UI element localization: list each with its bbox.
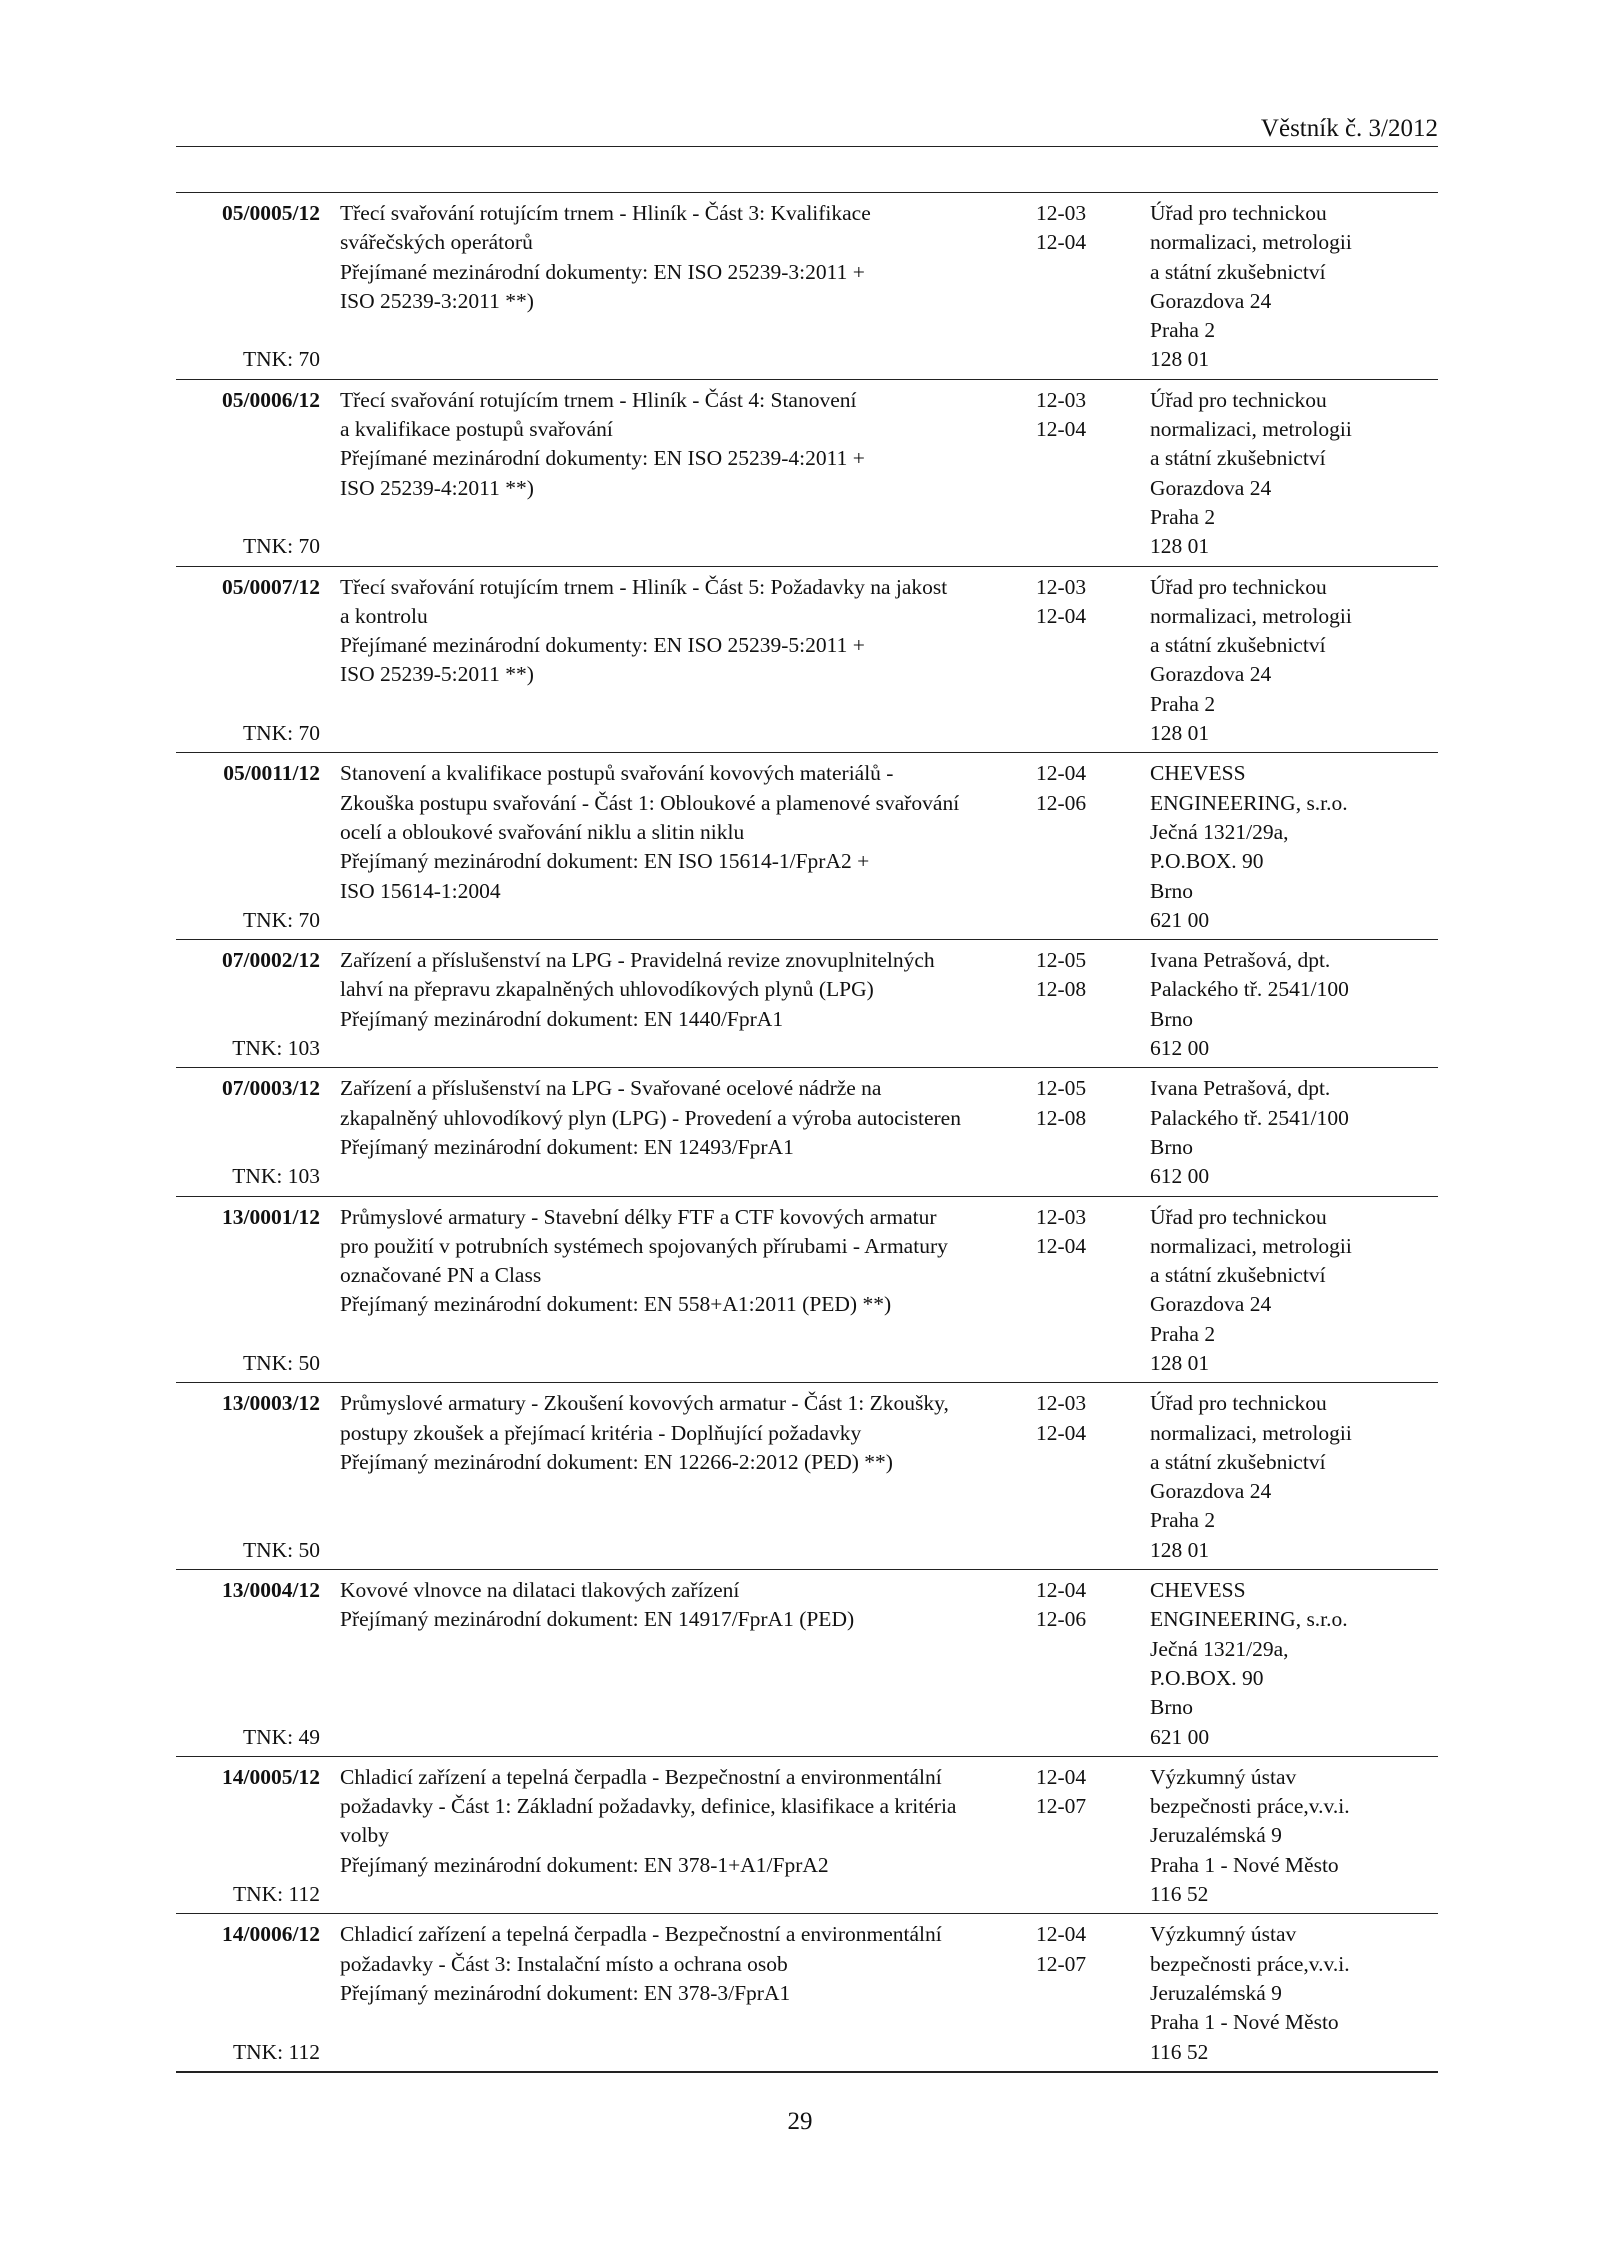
entry-title-line: postupy zkoušek a přejímací kritéria - Doplňující požadavky bbox=[340, 1420, 862, 1445]
entry-date-line: 12-07 bbox=[1036, 1951, 1087, 1976]
entry-tnk: TNK: 70 bbox=[242, 907, 320, 932]
entry-address-column bbox=[1142, 1389, 1438, 1565]
entry-address-line: 621 00 bbox=[1150, 907, 1210, 932]
entry-address-line: Jeruzalémská 9 bbox=[1150, 1823, 1282, 1848]
entry-address-line: normalizaci, metrologii bbox=[1150, 230, 1352, 255]
entry-code: 05/0011/12 bbox=[223, 761, 320, 786]
entry-date-column bbox=[1034, 946, 1142, 1063]
entry-title-line: požadavky - Část 1: Základní požadavky, definice, klasifikace a kritéria bbox=[340, 1794, 957, 1819]
entry-address-line: a státní zkušebnictví bbox=[1150, 259, 1326, 284]
standard-entry bbox=[176, 567, 1438, 754]
entry-address-column bbox=[1142, 1576, 1438, 1752]
entry-address-line: Praha 2 bbox=[1150, 504, 1216, 529]
entry-title-line: Přejímaný mezinárodní dokument: EN 14917/FprA1 (PED) bbox=[340, 1607, 855, 1632]
entry-title-line: Třecí svařování rotujícím trnem - Hliník - Část 5: Požadavky na jakost bbox=[340, 574, 948, 599]
entry-title-line: Přejímaný mezinárodní dokument: EN 558+A1:2011 (PED) **) bbox=[340, 1292, 892, 1317]
entry-date-column bbox=[1034, 1920, 1142, 2066]
entry-title-line: Kovové vlnovce na dilataci tlakových zařízení bbox=[340, 1578, 740, 1603]
entry-code-column bbox=[176, 1763, 322, 1909]
entry-title-line: svářečských operátorů bbox=[340, 230, 533, 255]
entry-address-line: Výzkumný ústav bbox=[1150, 1922, 1297, 1947]
entry-address-line: Palackého tř. 2541/100 bbox=[1150, 1105, 1349, 1130]
entry-date-line: 12-03 bbox=[1036, 1391, 1087, 1416]
entry-title-column bbox=[322, 1920, 1034, 2066]
entry-address-line: 128 01 bbox=[1150, 534, 1210, 559]
entry-date-column bbox=[1034, 1576, 1142, 1752]
entry-date-line: 12-04 bbox=[1036, 1420, 1087, 1445]
entry-date-line: 12-04 bbox=[1036, 417, 1087, 442]
page-header bbox=[176, 112, 1438, 147]
entry-address-column bbox=[1142, 946, 1438, 1063]
entry-title-line: Přejímaný mezinárodní dokument: EN ISO 15614-1/FprA2 + bbox=[340, 849, 870, 874]
entry-title-line: ISO 15614-1:2004 bbox=[340, 878, 501, 903]
entry-date-line: 12-03 bbox=[1036, 574, 1087, 599]
entry-date-line: 12-04 bbox=[1036, 1764, 1087, 1789]
entry-code-column bbox=[176, 1203, 322, 1379]
entry-address-column bbox=[1142, 1203, 1438, 1379]
entry-address-line: 116 52 bbox=[1150, 1882, 1209, 1907]
entry-address-line: bezpečnosti práce,v.v.i. bbox=[1150, 1794, 1350, 1819]
entry-title-column bbox=[322, 573, 1034, 749]
entry-address-line: Ječná 1321/29a, bbox=[1150, 1636, 1289, 1661]
entry-title-line: Chladicí zařízení a tepelná čerpadla - Bezpečnostní a environmentální bbox=[340, 1764, 942, 1789]
entry-title-line: Zkouška postupu svařování - Část 1: Obloukové a plamenové svařování bbox=[340, 790, 960, 815]
entry-title-column bbox=[322, 1389, 1034, 1565]
entry-title-line: a kontrolu bbox=[340, 603, 428, 628]
entry-date-column bbox=[1034, 759, 1142, 935]
entry-title-line: volby bbox=[340, 1823, 389, 1848]
entry-title-line: Přejímaný mezinárodní dokument: EN 378-1+A1/FprA2 bbox=[340, 1852, 829, 1877]
standard-entry bbox=[176, 1383, 1438, 1570]
entry-address-line: Brno bbox=[1150, 1134, 1193, 1159]
entry-tnk: TNK: 112 bbox=[233, 1882, 320, 1907]
entry-title-line: Přejímaný mezinárodní dokument: EN 12266-2:2012 (PED) **) bbox=[340, 1449, 893, 1474]
entry-address-line: Praha 2 bbox=[1150, 318, 1216, 343]
entry-title-line: Třecí svařování rotujícím trnem - Hliník - Část 3: Kvalifikace bbox=[340, 201, 871, 225]
entry-tnk: TNK: 70 bbox=[242, 721, 320, 746]
entry-address-line: normalizaci, metrologii bbox=[1150, 1233, 1352, 1258]
entry-title-line: a kvalifikace postupů svařování bbox=[340, 417, 613, 442]
entry-title-line: ISO 25239-5:2011 **) bbox=[340, 662, 534, 687]
entry-date-line: 12-03 bbox=[1036, 201, 1087, 225]
entry-date-line: 12-05 bbox=[1036, 948, 1087, 973]
entry-address-line: 128 01 bbox=[1150, 347, 1210, 372]
entry-address-line: Praha 2 bbox=[1150, 1321, 1216, 1346]
entry-code: 05/0006/12 bbox=[222, 387, 320, 412]
entry-title-line: Zařízení a příslušenství na LPG - Svařované ocelové nádrže na bbox=[340, 1076, 882, 1101]
entry-tnk: TNK: 49 bbox=[242, 1724, 320, 1749]
entry-code-column bbox=[176, 1074, 322, 1191]
entry-address-line: Úřad pro technickou bbox=[1150, 1391, 1327, 1416]
entry-title-column bbox=[322, 386, 1034, 562]
entry-date-line: 12-03 bbox=[1036, 1204, 1087, 1229]
entry-title-column bbox=[322, 946, 1034, 1063]
entry-code-column bbox=[176, 1389, 322, 1565]
entry-code: 13/0001/12 bbox=[222, 1204, 320, 1229]
entry-address-line: ENGINEERING, s.r.o. bbox=[1150, 1607, 1348, 1632]
entry-address-line: Gorazdova 24 bbox=[1150, 475, 1272, 500]
entry-address-line: Brno bbox=[1150, 878, 1193, 903]
entry-address-line: CHEVESS bbox=[1150, 1578, 1246, 1603]
entry-tnk: TNK: 50 bbox=[242, 1350, 320, 1375]
entry-title-line: Přejímaný mezinárodní dokument: EN 12493/FprA1 bbox=[340, 1134, 794, 1159]
entry-address-line: Brno bbox=[1150, 1006, 1193, 1031]
entry-address-line: Ivana Petrašová, dpt. bbox=[1150, 948, 1331, 973]
entry-address-line: Výzkumný ústav bbox=[1150, 1764, 1297, 1789]
entry-title-line: Přejímaný mezinárodní dokument: EN 1440/FprA1 bbox=[340, 1006, 784, 1031]
entry-code-column bbox=[176, 199, 322, 375]
entry-code: 05/0007/12 bbox=[222, 574, 320, 599]
entry-code: 14/0006/12 bbox=[222, 1922, 320, 1947]
entry-address-line: 128 01 bbox=[1150, 1537, 1210, 1562]
entry-address-line: Gorazdova 24 bbox=[1150, 288, 1272, 313]
entry-date-line: 12-04 bbox=[1036, 761, 1087, 786]
entry-title-line: označované PN a Class bbox=[340, 1263, 542, 1288]
entry-code: 05/0005/12 bbox=[222, 201, 320, 225]
entry-tnk: TNK: 103 bbox=[232, 1164, 320, 1189]
entry-address-line: a státní zkušebnictví bbox=[1150, 446, 1326, 471]
entry-address-column bbox=[1142, 386, 1438, 562]
standard-entry bbox=[176, 940, 1438, 1068]
entry-title-line: Průmyslové armatury - Stavební délky FTF a CTF kovových armatur bbox=[340, 1204, 937, 1229]
entry-title-line: Zařízení a příslušenství na LPG - Pravidelná revize znovuplnitelných bbox=[340, 948, 935, 973]
entry-address-line: Gorazdova 24 bbox=[1150, 1479, 1272, 1504]
entry-address-column bbox=[1142, 1920, 1438, 2066]
standards-list bbox=[176, 192, 1438, 2073]
entry-address-line: Praha 2 bbox=[1150, 691, 1216, 716]
entry-address-line: 116 52 bbox=[1150, 2039, 1209, 2064]
entry-code: 14/0005/12 bbox=[222, 1764, 320, 1789]
entry-address-line: P.O.BOX. 90 bbox=[1150, 849, 1264, 874]
entry-date-column bbox=[1034, 1389, 1142, 1565]
entry-address-line: ENGINEERING, s.r.o. bbox=[1150, 790, 1348, 815]
entry-address-line: CHEVESS bbox=[1150, 761, 1246, 786]
entry-address-line: a státní zkušebnictví bbox=[1150, 633, 1326, 658]
entry-address-line: Praha 1 - Nové Město bbox=[1150, 1852, 1339, 1877]
entry-title-line: ISO 25239-3:2011 **) bbox=[340, 288, 534, 313]
entry-date-column bbox=[1034, 573, 1142, 749]
entry-code: 13/0004/12 bbox=[222, 1578, 320, 1603]
entry-date-line: 12-04 bbox=[1036, 230, 1087, 255]
entry-address-line: normalizaci, metrologii bbox=[1150, 603, 1352, 628]
standard-entry bbox=[176, 1757, 1438, 1914]
entry-address-line: bezpečnosti práce,v.v.i. bbox=[1150, 1951, 1350, 1976]
entry-address-line: normalizaci, metrologii bbox=[1150, 1420, 1352, 1445]
entry-title-column bbox=[322, 1763, 1034, 1909]
entry-address-column bbox=[1142, 1763, 1438, 1909]
entry-code-column bbox=[176, 573, 322, 749]
entry-code: 07/0002/12 bbox=[222, 948, 320, 973]
entry-address-line: a státní zkušebnictví bbox=[1150, 1449, 1326, 1474]
entry-date-line: 12-07 bbox=[1036, 1794, 1087, 1819]
entry-address-line: Gorazdova 24 bbox=[1150, 1292, 1272, 1317]
entry-address-line: Úřad pro technickou bbox=[1150, 201, 1327, 225]
entry-title-column bbox=[322, 1576, 1034, 1752]
standard-entry bbox=[176, 1914, 1438, 2072]
entry-date-line: 12-06 bbox=[1036, 1607, 1087, 1632]
entry-address-line: Ivana Petrašová, dpt. bbox=[1150, 1076, 1331, 1101]
entry-date-line: 12-04 bbox=[1036, 1922, 1087, 1947]
entry-title-line: zkapalněný uhlovodíkový plyn (LPG) - Provedení a výroba autocisteren bbox=[340, 1105, 961, 1130]
entry-title-line: Stanovení a kvalifikace postupů svařování kovových materiálů - bbox=[340, 761, 894, 786]
entry-date-line: 12-04 bbox=[1036, 603, 1087, 628]
entry-address-line: 128 01 bbox=[1150, 1350, 1210, 1375]
entry-address-line: Palackého tř. 2541/100 bbox=[1150, 977, 1349, 1002]
entry-title-line: Přejímané mezinárodní dokumenty: EN ISO 25239-4:2011 + bbox=[340, 446, 865, 471]
entry-address-line: 612 00 bbox=[1150, 1164, 1210, 1189]
standard-entry bbox=[176, 1197, 1438, 1384]
entry-date-line: 12-08 bbox=[1036, 1105, 1087, 1130]
entry-tnk: TNK: 103 bbox=[232, 1036, 320, 1061]
entry-date-line: 12-04 bbox=[1036, 1233, 1087, 1258]
standard-entry bbox=[176, 1068, 1438, 1196]
standard-entry bbox=[176, 380, 1438, 567]
entry-address-line: Jeruzalémská 9 bbox=[1150, 1980, 1282, 2005]
entry-tnk: TNK: 50 bbox=[242, 1537, 320, 1562]
entry-title-line: lahví na přepravu zkapalněných uhlovodíkových plynů (LPG) bbox=[340, 977, 874, 1002]
entry-address-line: Praha 2 bbox=[1150, 1508, 1216, 1533]
entry-address-column bbox=[1142, 759, 1438, 935]
entry-date-line: 12-05 bbox=[1036, 1076, 1087, 1101]
standard-entry bbox=[176, 753, 1438, 940]
bulletin-title: Věstník č. 3/2012 bbox=[1260, 115, 1438, 142]
entry-address-line: Úřad pro technickou bbox=[1150, 1204, 1327, 1229]
entry-title-line: ocelí a obloukové svařování niklu a slitin niklu bbox=[340, 819, 745, 844]
entry-date-line: 12-04 bbox=[1036, 1578, 1087, 1603]
entry-address-line: Úřad pro technickou bbox=[1150, 387, 1327, 412]
entry-date-column bbox=[1034, 1074, 1142, 1191]
entry-title-line: požadavky - Část 3: Instalační místo a ochrana osob bbox=[340, 1951, 788, 1976]
entry-address-line: Brno bbox=[1150, 1695, 1193, 1720]
entry-code-column bbox=[176, 386, 322, 562]
entry-date-line: 12-08 bbox=[1036, 977, 1087, 1002]
entry-date-column bbox=[1034, 386, 1142, 562]
entry-title-column bbox=[322, 759, 1034, 935]
entry-address-line: 612 00 bbox=[1150, 1036, 1210, 1061]
entry-tnk: TNK: 112 bbox=[233, 2039, 320, 2064]
entry-address-line: normalizaci, metrologii bbox=[1150, 417, 1352, 442]
entry-title-line: Přejímané mezinárodní dokumenty: EN ISO 25239-3:2011 + bbox=[340, 259, 865, 284]
entry-address-line: 128 01 bbox=[1150, 721, 1210, 746]
page-number: 29 bbox=[787, 2108, 813, 2135]
entry-address-line: Gorazdova 24 bbox=[1150, 662, 1272, 687]
entry-code-column bbox=[176, 759, 322, 935]
entry-title-line: Přejímaný mezinárodní dokument: EN 378-3/FprA1 bbox=[340, 1980, 791, 2005]
entry-title-column bbox=[322, 199, 1034, 375]
entry-address-line: Úřad pro technickou bbox=[1150, 574, 1327, 599]
entry-date-column bbox=[1034, 1763, 1142, 1909]
entry-code-column bbox=[176, 1576, 322, 1752]
entry-title-line: Přejímané mezinárodní dokumenty: EN ISO 25239-5:2011 + bbox=[340, 633, 865, 658]
entry-code-column bbox=[176, 946, 322, 1063]
entry-address-line: Ječná 1321/29a, bbox=[1150, 819, 1289, 844]
entry-title-line: Průmyslové armatury - Zkoušení kovových armatur - Část 1: Zkoušky, bbox=[340, 1391, 949, 1416]
entry-address-line: P.O.BOX. 90 bbox=[1150, 1665, 1264, 1690]
standard-entry bbox=[176, 1570, 1438, 1757]
entry-title-column bbox=[322, 1203, 1034, 1379]
entry-date-column bbox=[1034, 1203, 1142, 1379]
entry-address-line: a státní zkušebnictví bbox=[1150, 1263, 1326, 1288]
entry-date-line: 12-06 bbox=[1036, 790, 1087, 815]
entry-date-column bbox=[1034, 199, 1142, 375]
entry-code: 07/0003/12 bbox=[222, 1076, 320, 1101]
entry-code-column bbox=[176, 1920, 322, 2066]
entry-tnk: TNK: 70 bbox=[242, 534, 320, 559]
entry-date-line: 12-03 bbox=[1036, 387, 1087, 412]
entry-address-column bbox=[1142, 199, 1438, 375]
entry-address-line: Praha 1 - Nové Město bbox=[1150, 2010, 1339, 2035]
entry-address-line: 621 00 bbox=[1150, 1724, 1210, 1749]
entry-title-line: Chladicí zařízení a tepelná čerpadla - Bezpečnostní a environmentální bbox=[340, 1922, 942, 1947]
standard-entry bbox=[176, 193, 1438, 380]
entry-title-line: Třecí svařování rotujícím trnem - Hliník - Část 4: Stanovení bbox=[340, 387, 857, 412]
entry-address-column bbox=[1142, 573, 1438, 749]
entry-title-line: ISO 25239-4:2011 **) bbox=[340, 475, 534, 500]
entry-title-line: pro použití v potrubních systémech spojovaných přírubami - Armatury bbox=[340, 1233, 948, 1258]
entry-code: 13/0003/12 bbox=[222, 1391, 320, 1416]
entry-title-column bbox=[322, 1074, 1034, 1191]
entry-address-column bbox=[1142, 1074, 1438, 1191]
entry-tnk: TNK: 70 bbox=[242, 347, 320, 372]
